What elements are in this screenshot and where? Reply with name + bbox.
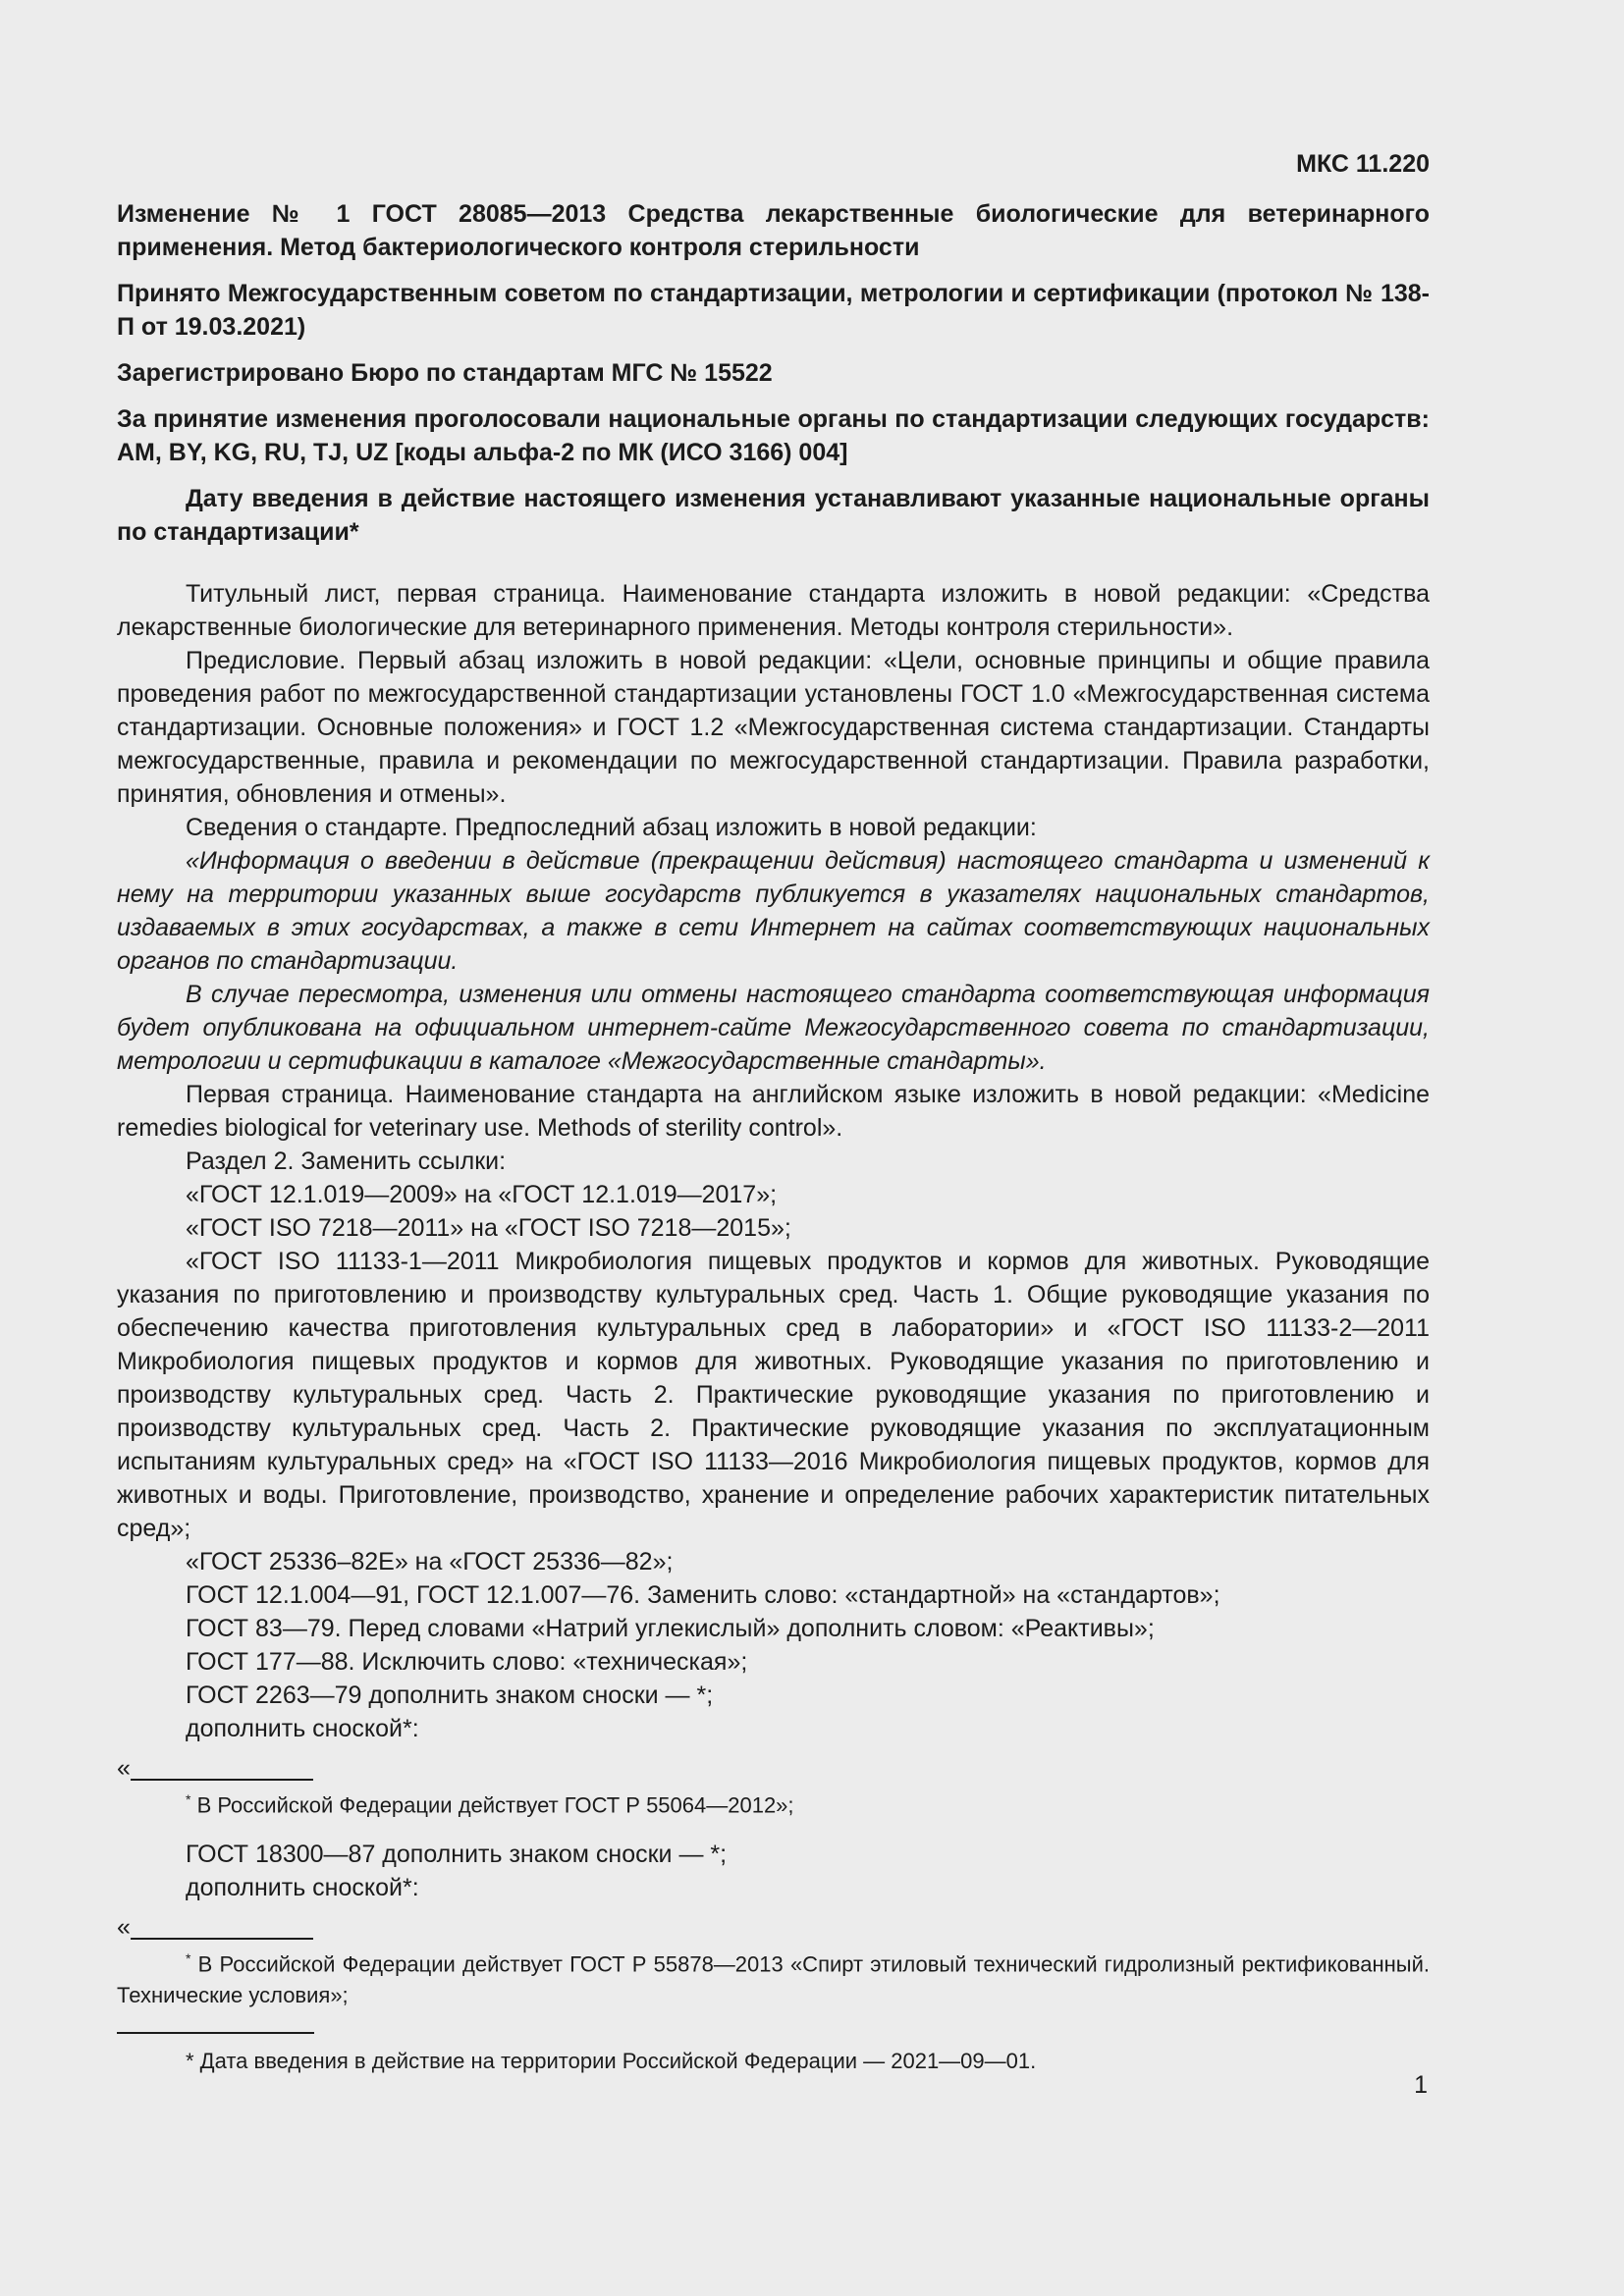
paragraph-italic: «Информация о введении в действие (прекращении действия) настоящего стандарта и изменений к нему на территории указанных выше государств публикуется в указателях национальных стандартов, издаваемых в этих государствах, а также в сети Интернет на сайтах соответствующих национальных органов по стандартизации. — [117, 847, 1430, 975]
page-content — [117, 147, 1430, 2076]
paragraph: ГОСТ 2263—79 дополнить знаком сноски — *; — [186, 1682, 714, 1709]
paragraph: Предисловие. Первый абзац изложить в новой редакции: «Цели, основные принципы и общие правила проведения работ по межгосударственной стандартизации установлены ГОСТ 1.0 «Межгосударственная система стандартизации. Основные положения» и ГОСТ 1.2 «Межгосударственная система стандартизации. Стандарты межгосударственные, правила и рекомендации по межгосударственной стандартизации. Правила разработки, принятия, обновления и отмены». — [117, 647, 1430, 808]
footnote-mark: * — [186, 1791, 191, 1807]
footnote-rule — [131, 1938, 313, 1940]
paragraph: Раздел 2. Заменить ссылки: — [186, 1148, 507, 1175]
paragraph: ГОСТ 12.1.004—91, ГОСТ 12.1.007—76. Заменить слово: «стандартной» на «стандартов»; — [186, 1581, 1220, 1609]
footnote-opening — [117, 1913, 1430, 1944]
paragraph: «ГОСТ 12.1.019—2009» на «ГОСТ 12.1.019—2017»; — [186, 1181, 778, 1208]
page-number: 1 — [1414, 2071, 1428, 2099]
paragraph-italic: В случае пересмотра, изменения или отмены настоящего стандарта соответствующая информация будет опубликована на официальном интернет-сайте Межгосударственного совета по стандартизации, метрологии и сертификации в каталоге «Межгосударственные стандарты». — [117, 981, 1430, 1075]
paragraph: дополнить сноской*: — [186, 1715, 419, 1742]
paragraph: «ГОСТ 25336–82Е» на «ГОСТ 25336—82»; — [186, 1548, 674, 1575]
inserted-footnote — [117, 1785, 1430, 1820]
footnote-text: В Российской Федерации действует ГОСТ Р 55064—2012»; — [190, 1792, 794, 1818]
effective-date-statement: Дату введения в действие настоящего изменения устанавливают указанные национальные органы по стандартизации* — [117, 485, 1430, 546]
paragraph: ГОСТ 177—88. Исключить слово: «техническая»; — [186, 1648, 748, 1676]
paragraph: Титульный лист, первая страница. Наименование стандарта изложить в новой редакции: «Средства лекарственные биологические для ветеринарного применения. Методы контроля стерильности». — [117, 580, 1430, 641]
paragraph: Сведения о стандарте. Предпоследний абзац изложить в новой редакции: — [186, 814, 1037, 841]
voting-states: За принятие изменения проголосовали национальные органы по стандартизации следующих государств: AM, BY, KG, RU, TJ, UZ [коды альфа-2 по МК (ИСО 3166) 004] — [117, 405, 1430, 466]
paragraph: «ГОСТ ISO 7218—2011» на «ГОСТ ISO 7218—2015»; — [186, 1214, 791, 1242]
page-footnote-separator — [117, 2032, 314, 2034]
opening-quote: « — [117, 1913, 131, 1942]
adopted-statement: Принято Межгосударственным советом по стандартизации, метрологии и сертификации (протокол № 138-П от 19.03.2021) — [117, 280, 1430, 341]
amendment-title: Изменение № 1 ГОСТ 28085—2013 Средства лекарственные биологические для ветеринарного применения. Метод бактериологического контроля стерильности — [117, 200, 1430, 261]
paragraph: Первая страница. Наименование стандарта на английском языке изложить в новой редакции: «Medicine remedies biological for veterinary use. Methods of sterility control». — [117, 1081, 1430, 1142]
paragraph: «ГОСТ ISO 11133-1—2011 Микробиология пищевых продуктов и кормов для животных. Руководящие указания по приготовлению и производству культуральных сред. Часть 1. Общие руководящие указания по обеспечению качества приготовления культуральных сред в лаборатории» и «ГОСТ ISO 11133-2—2011 Микробиология пищевых продуктов и кормов для животных. Руководящие указания по приготовлению и производству культуральных сред. Часть 2. Практические руководящие указания по приготовлению и производству культуральных сред. Часть 2. Практические руководящие указания по эксплуатационным испытаниям культуральных сред» на «ГОСТ ISO 11133—2016 Микробиология пищевых продуктов, кормов для животных и воды. Приготовление, производство, хранение и определение рабочих характеристик питательных сред»; — [117, 1248, 1430, 1542]
inserted-footnote — [117, 1944, 1430, 2009]
registration-statement: Зарегистрировано Бюро по стандартам МГС № 15522 — [117, 359, 773, 387]
opening-quote: « — [117, 1754, 131, 1782]
paragraph: ГОСТ 83—79. Перед словами «Натрий углекислый» дополнить словом: «Реактивы»; — [186, 1615, 1155, 1642]
classification-code: МКС 11.220 — [1296, 150, 1430, 178]
paragraph: ГОСТ 18300—87 дополнить знаком сноски — *; — [186, 1841, 728, 1869]
footnote-text: В Российской Федерации действует ГОСТ Р 55878—2013 «Спирт этиловый технический гидролизный ректификованный. Технические условия»; — [117, 1951, 1430, 2007]
page-footnote: * Дата введения в действие на территории Российской Федерации — 2021—09—01. — [186, 2048, 1037, 2073]
footnote-opening — [117, 1754, 1430, 1785]
paragraph: дополнить сноской*: — [186, 1874, 419, 1902]
footnote-rule — [131, 1779, 313, 1781]
amendment-body — [117, 577, 1430, 2010]
footnote-mark: * — [186, 1950, 191, 1967]
